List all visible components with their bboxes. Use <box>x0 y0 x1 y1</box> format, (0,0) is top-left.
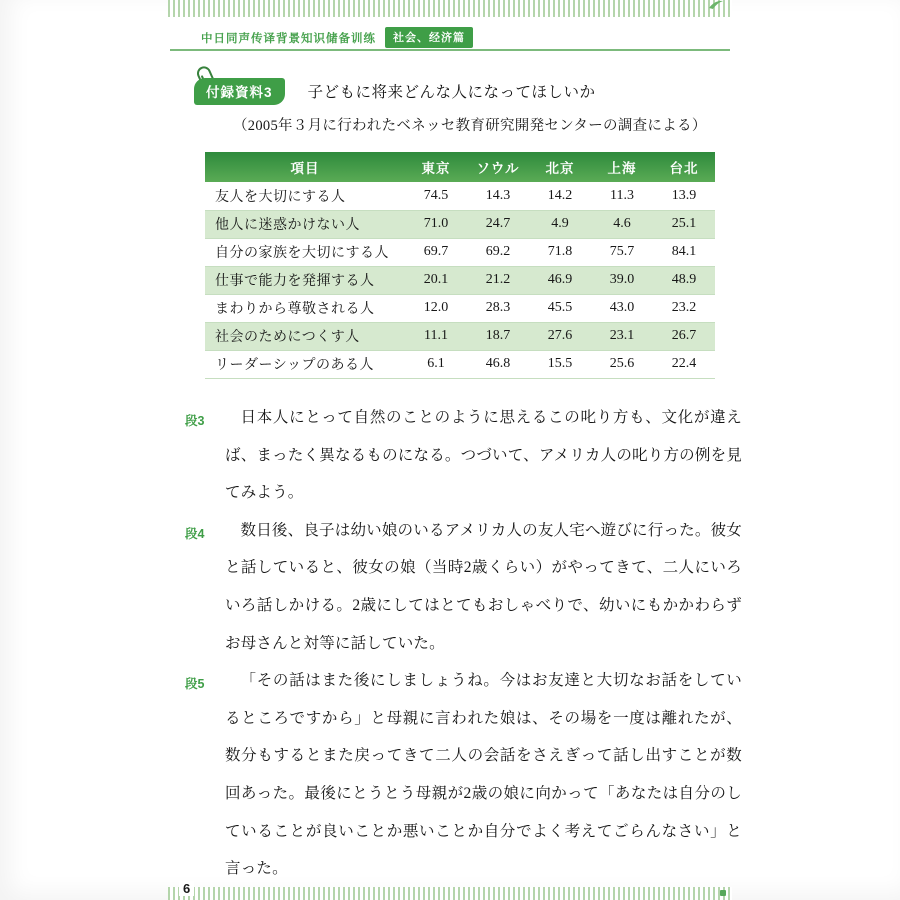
row-value: 48.9 <box>653 266 715 294</box>
row-value: 46.9 <box>529 266 591 294</box>
survey-source-note: （2005年３月に行われたベネッセ教育研究開発センターの調査による） <box>233 118 707 134</box>
row-label: まわりから尊敬される人 <box>205 294 405 322</box>
appendix-heading <box>194 76 596 106</box>
row-value: 18.7 <box>467 322 529 350</box>
corner-mark-icon <box>720 890 726 896</box>
row-value: 71.8 <box>529 238 591 266</box>
survey-table <box>205 152 715 379</box>
row-value: 25.1 <box>653 210 715 238</box>
row-value: 26.7 <box>653 322 715 350</box>
table-row <box>205 294 715 322</box>
table-row <box>205 266 715 294</box>
table-header-row <box>205 152 715 182</box>
survey-table-body <box>205 182 715 378</box>
row-value: 27.6 <box>529 322 591 350</box>
appendix-title: 子どもに将来どんな人になってほしいか <box>307 84 596 101</box>
row-value: 75.7 <box>591 238 653 266</box>
table-row <box>205 210 715 238</box>
row-value: 4.6 <box>591 210 653 238</box>
row-value: 22.4 <box>653 350 715 378</box>
paragraph-text: 数日後、良子は幼い娘のいるアメリカ人の友人宅へ遊びに行った。彼女と話していると、彼女の娘（当時2歳くらい）がやってきて、二人にいろいろ話しかける。2歳にしてはとてもおしゃべりで、幼いにもかかわらずお母さんと対等に話していた。 <box>225 521 742 652</box>
page-number: 6 <box>179 881 194 896</box>
row-value: 11.3 <box>591 182 653 210</box>
row-value: 14.2 <box>529 182 591 210</box>
row-value: 11.1 <box>405 322 467 350</box>
top-decorative-stripes <box>168 0 732 17</box>
bottom-decorative-stripes <box>168 887 732 900</box>
row-value: 74.5 <box>405 182 467 210</box>
column-header-item: 項目 <box>290 161 320 176</box>
column-header-taipei: 台北 <box>669 161 699 176</box>
row-value: 24.7 <box>467 210 529 238</box>
table-row <box>205 350 715 378</box>
header-divider <box>170 49 730 51</box>
row-value: 14.3 <box>467 182 529 210</box>
row-value: 13.9 <box>653 182 715 210</box>
row-value: 23.2 <box>653 294 715 322</box>
paragraph <box>185 399 742 512</box>
column-header-shanghai: 上海 <box>607 161 637 176</box>
row-value: 15.5 <box>529 350 591 378</box>
paragraphs <box>185 399 742 888</box>
row-value: 69.7 <box>405 238 467 266</box>
paragraph-label: 段5 <box>185 677 205 692</box>
pen-flourish-icon <box>708 0 724 11</box>
paragraph-label: 段3 <box>185 414 205 428</box>
row-label: 自分の家族を大切にする人 <box>205 238 405 266</box>
row-label: リーダーシップのある人 <box>205 350 405 378</box>
appendix-badge: 付録資料3 <box>194 78 285 105</box>
row-value: 84.1 <box>653 238 715 266</box>
row-label: 仕事で能力を発揮する人 <box>205 266 405 294</box>
row-value: 25.6 <box>591 350 653 378</box>
row-value: 28.3 <box>467 294 529 322</box>
row-label: 他人に迷惑かけない人 <box>205 210 405 238</box>
row-value: 23.1 <box>591 322 653 350</box>
row-value: 71.0 <box>405 210 467 238</box>
series-title: 中日同声传译背景知识储备训练 <box>201 32 376 45</box>
column-header-beijing: 北京 <box>545 161 575 176</box>
row-value: 12.0 <box>405 294 467 322</box>
row-label: 友人を大切にする人 <box>205 182 405 210</box>
row-value: 39.0 <box>591 266 653 294</box>
row-value: 45.5 <box>529 294 591 322</box>
paragraph-text: 日本人にとって自然のことのように思えるこの叱り方も、文化が違えば、まったく異なるものになる。つづいて、アメリカ人の叱り方の例を見てみよう。 <box>225 409 742 502</box>
paragraph-label: 段4 <box>185 526 205 541</box>
row-value: 46.8 <box>467 350 529 378</box>
column-header-seoul: ソウル <box>476 161 520 176</box>
page-header <box>201 27 473 48</box>
row-label: 社会のためにつくす人 <box>205 322 405 350</box>
row-value: 20.1 <box>405 266 467 294</box>
paragraph <box>185 662 742 888</box>
table-row <box>205 182 715 210</box>
row-value: 69.2 <box>467 238 529 266</box>
column-header-tokyo: 東京 <box>421 161 451 176</box>
row-value: 4.9 <box>529 210 591 238</box>
row-value: 43.0 <box>591 294 653 322</box>
paragraph-text: 「その話はまた後にしましょうね。今はお友達と大切なお話をしているところですから」と母親に言われた娘は、その場を一度は離れたが、数分もするとまた戻ってきて二人の会話をさえぎって話し出すことが数回あった。最後にとうとう母親が2歳の娘に向かって「あなたは自分のしていることが良いことか悪いことか自分でよく考えてごらんなさい」と言った。 <box>225 672 742 878</box>
table-row <box>205 238 715 266</box>
table-row <box>205 322 715 350</box>
row-value: 6.1 <box>405 350 467 378</box>
edition-badge: 社会、经济篇 <box>385 27 473 48</box>
paragraph <box>185 512 742 662</box>
row-value: 21.2 <box>467 266 529 294</box>
